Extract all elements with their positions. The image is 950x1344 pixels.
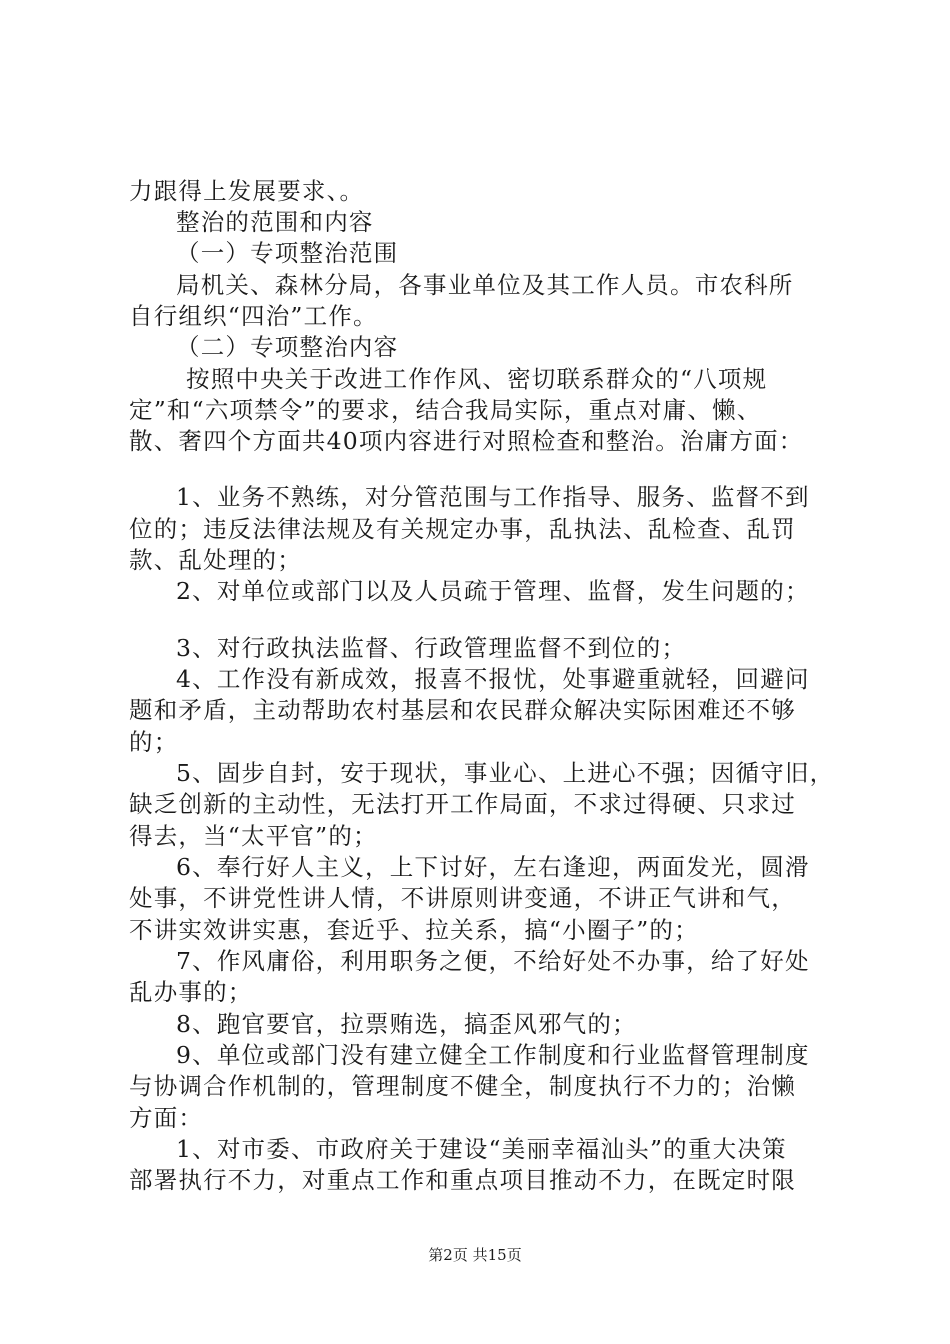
list-item: 3、对行政执法监督、行政管理监督不到位的； — [176, 634, 687, 662]
page-footer: 第2页 共15页 — [428, 1246, 522, 1264]
list-item: 8、跑官要官，拉票贿选，搞歪风邪气的； — [176, 1010, 637, 1038]
text-line: 力跟得上发展要求、。 — [129, 177, 365, 205]
list-item: 4、工作没有新成效，报喜不报忧，处事避重就轻，回避问 — [176, 665, 810, 693]
list-item: 5、固步自封，安于现状，事业心、上进心不强；因循守旧， — [176, 759, 835, 787]
text-line: 按照中央关于改进工作作风、密切联系群众的“八项规 — [186, 365, 768, 393]
list-item: 9、单位或部门没有建立健全工作制度和行业监督管理制度 — [176, 1041, 810, 1069]
list-item: 1、业务不熟练，对分管范围与工作指导、服务、监督不到 — [176, 483, 810, 511]
text-line: 方面： — [129, 1104, 204, 1132]
list-item: 6、奉行好人主义，上下讨好，左右逢迎，两面发光，圆滑 — [176, 853, 810, 881]
text-line: 局机关、森林分局，各事业单位及其工作人员。市农科所 — [176, 271, 794, 299]
text-line: 处事，不讲党性讲人情，不讲原则讲变通，不讲正气讲和气， — [129, 884, 796, 912]
section-heading: 整治的范围和内容 — [176, 208, 374, 236]
text-line: 乱办事的； — [129, 978, 253, 1006]
text-line: 定”和“六项禁令”的要求，结合我局实际，重点对庸、懒、 — [129, 396, 762, 424]
text-line: 部署执行不力，对重点工作和重点项目推动不力，在既定时限 — [129, 1166, 796, 1194]
text-line: 题和矛盾，主动帮助农村基层和农民群众解决实际困难还不够 — [129, 696, 796, 724]
text-line: 不讲实效讲实惠，套近乎、拉关系，搞“小圈子”的； — [129, 916, 699, 944]
list-item: 2、对单位或部门以及人员疏于管理、监督，发生问题的； — [176, 577, 810, 605]
text-line: 缺乏创新的主动性，无法打开工作局面，不求过得硬、只求过 — [129, 790, 796, 818]
text-line: 自行组织“四治”工作。 — [129, 302, 378, 330]
subsection-heading: （一）专项整治范围 — [176, 239, 399, 267]
text-line: 位的；违反法律法规及有关规定办事，乱执法、乱检查、乱罚 — [129, 515, 796, 543]
list-item: 7、作风庸俗，利用职务之便，不给好处不办事，给了好处 — [176, 947, 810, 975]
text-line: 的； — [129, 728, 179, 756]
subsection-heading: （二）专项整治内容 — [176, 333, 399, 361]
text-line: 款、乱处理的； — [129, 546, 302, 574]
text-line: 与协调合作机制的，管理制度不健全，制度执行不力的；治懒 — [129, 1072, 796, 1100]
text-line: 得去，当“太平官”的； — [129, 822, 378, 850]
list-item: 1、对市委、市政府关于建设“美丽幸福汕头”的重大决策 — [176, 1135, 787, 1163]
text-line: 散、奢四个方面共40项内容进行对照检查和整治。治庸方面： — [129, 427, 804, 455]
